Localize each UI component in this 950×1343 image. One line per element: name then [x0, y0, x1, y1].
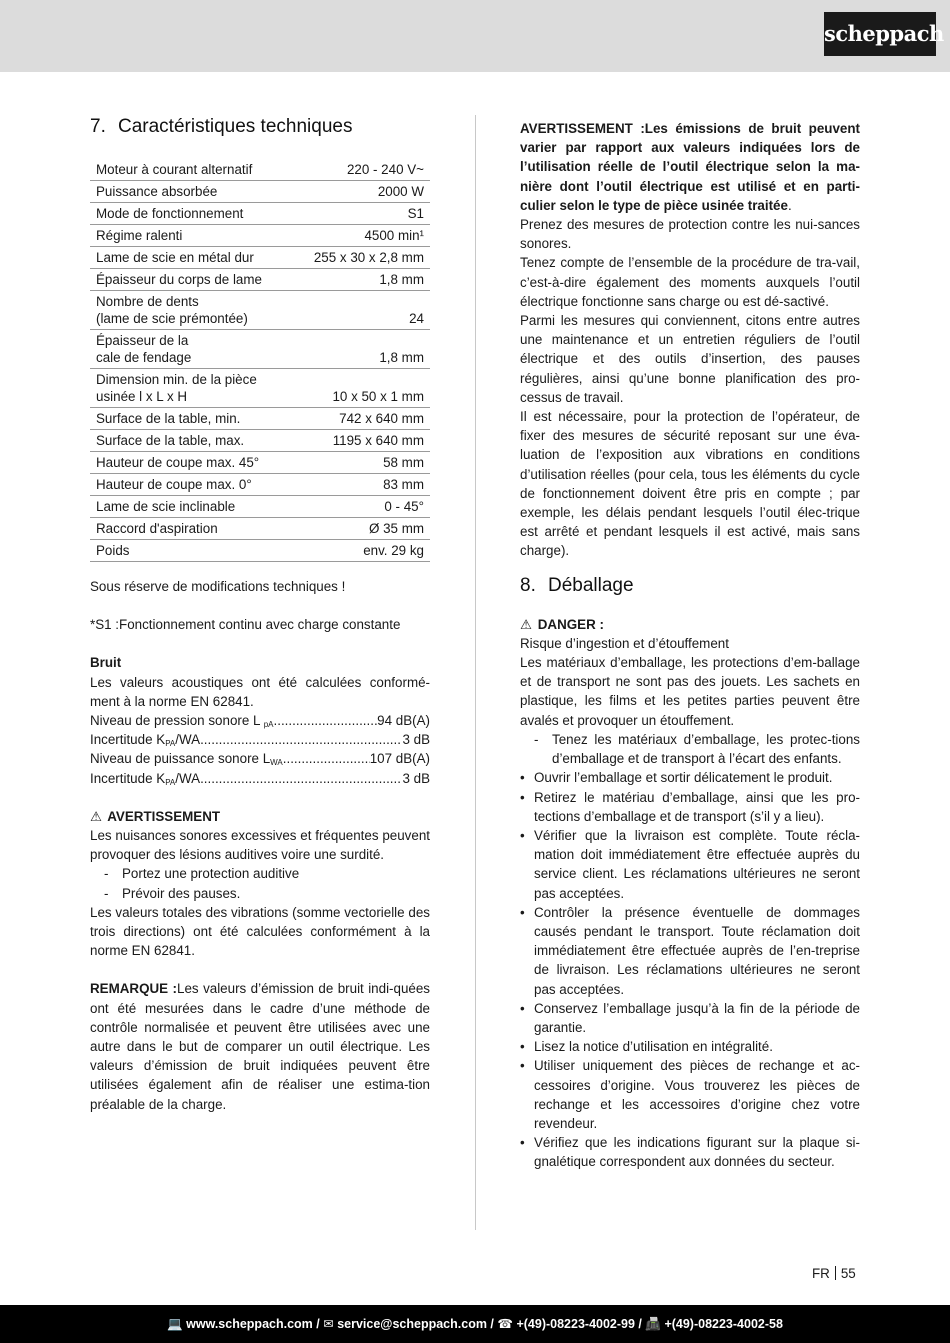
paragraph: Il est nécessaire, pour la protection de l’opérateur, de fixer des mesures de sécurité reposant sur une éva-luation de l’exposition aux vibrations en conditions d’utilisation réelles (pour cela, tous les éléments du cycle de fonctionnement doivent être pris en compte ; par exemple, les délais pendant lesquels l’outil élec-trique est arrêté et pendant lesquels il est activé, mais sans charge). — [520, 409, 860, 559]
spec-value: 83 mm — [292, 474, 430, 496]
spec-value: 2000 W — [292, 181, 430, 203]
fax-icon: 📠 — [645, 1317, 661, 1331]
noise-row: Niveau de puissance sonore $L_{WA}$ ..... 107 dB(A) — [90, 749, 430, 768]
computer-icon: 💻 — [167, 1317, 183, 1331]
spec-label: Hauteur de coupe max. 0° — [90, 474, 292, 496]
noise-title: Bruit — [90, 655, 122, 671]
spec-label: Épaisseur du corps de lame — [90, 269, 292, 291]
list-item: • Contrôler la présence éventuelle de dommages causés pendant le transport. Toute réclamation doit immédiatement être effectuée auprès de l’en-treprise de livraison. Les réclamations ultérieures ne seront pas acceptées. — [520, 903, 860, 999]
table-row — [90, 540, 430, 562]
reserve-note: Sous réserve de modifications techniques ! — [90, 579, 346, 594]
table-row — [90, 247, 430, 269]
phone-number: +(49)-08223-4002-99 / — [516, 1317, 642, 1331]
left-column — [90, 114, 430, 1114]
paragraph: Parmi les mesures qui conviennent, citons entre autres une maintenance et un entretien réguliers de l’outil électrique et des outils d’insertion, des pauses régulières, ainsi qu’une bonne planification des pro-cessus de travail. — [520, 313, 860, 405]
header-band — [0, 0, 950, 72]
warning-heading: ⚠ AVERTISSEMENT — [90, 807, 430, 826]
noise-row: Incertitude $K_{PA}/WA$ ..... 3 dB — [90, 730, 430, 749]
danger-icon: ⚠ — [520, 616, 533, 632]
spec-value: 742 x 640 mm — [292, 408, 430, 430]
phone-icon: ☎ — [497, 1317, 513, 1331]
noise-intro: Les valeurs acoustiques ont été calculées conformé-ment à la norme EN 62841. — [90, 674, 430, 709]
list-item: - Tenez les matériaux d’emballage, les protec-tions d’emballage et de transport à l’écart des enfants. — [534, 730, 860, 768]
noise-warning-bold: AVERTISSEMENT :Les émissions de bruit peuvent varier par rapport aux valeurs indiquées lors de l’utilisation réelle de l’outil électrique selon la ma-nière dont l’outil électrique est utilisé et en parti-culier selon le type de pièce usinée traitée. — [520, 121, 860, 213]
spec-label: Lame de scie en métal dur — [90, 247, 292, 269]
list-item: - Prévoir des pauses. — [104, 884, 430, 903]
specs-table — [90, 159, 430, 562]
list-item: • Vérifiez que les indications figurant sur la plaque si-gnalétique correspondent aux données du secteur. — [520, 1133, 860, 1171]
table-row — [90, 369, 430, 408]
page-number: FR 55 — [812, 1266, 856, 1281]
noise-values — [90, 711, 430, 788]
spec-label: Poids — [90, 540, 292, 562]
column-divider — [475, 115, 476, 1230]
remark-paragraph: REMARQUE :Les valeurs d’émission de bruit indi-quées ont été mesurées dans le cadre d’une méthode de contrôle normalisée et peuvent être utilisées avec une autre dans le but de comparer un outil électrique. Les valeurs d’émission de bruit indiquées peuvent être utilisées également afin de réaliser une estima-tion préalable de la charge. — [90, 981, 430, 1112]
spec-value: 1,8 mm — [292, 330, 430, 369]
spec-value: Ø 35 mm — [292, 518, 430, 540]
website-link[interactable]: www.scheppach.com / — [186, 1317, 320, 1331]
list-item: • Retirez le matériau d’emballage, ainsi que les pro-tections d’emballage et de transport (s’il y a lieu). — [520, 788, 860, 826]
spec-value: 1195 x 640 mm — [292, 430, 430, 452]
paragraph: Prenez des mesures de protection contre les nui-sances sonores. — [520, 217, 860, 252]
table-row — [90, 452, 430, 474]
section-7-title: 7. Caractéristiques techniques — [90, 116, 353, 137]
table-row — [90, 159, 430, 181]
danger-heading: ⚠ DANGER : — [520, 615, 860, 634]
mail-icon: ✉ — [323, 1317, 334, 1331]
list-item: • Utiliser uniquement des pièces de rechange et ac-cessoires d’origine. Vous trouverez les pièces de rechange et les accessoires d’origine chez votre revendeur. — [520, 1056, 860, 1133]
noise-row: Incertitude $K_{PA}/WA$ ..... 3 dB — [90, 769, 430, 788]
spec-label: Mode de fonctionnement — [90, 203, 292, 225]
brand-logo: scheppach — [824, 12, 936, 56]
spec-value: 24 — [292, 291, 430, 330]
spec-value: 255 x 30 x 2,8 mm — [292, 247, 430, 269]
spec-label: Raccord d'aspiration — [90, 518, 292, 540]
spec-value: 220 - 240 V~ — [292, 159, 430, 181]
list-item: • Conservez l’emballage jusqu’à la fin de la période de garantie. — [520, 999, 860, 1037]
danger-list — [520, 730, 860, 768]
spec-value: 0 - 45° — [292, 496, 430, 518]
table-row — [90, 330, 430, 369]
s1-note: *S1 :Fonctionnement continu avec charge constante — [90, 617, 401, 633]
spec-label: Dimension min. de la pièce usinée l x L x H — [90, 369, 292, 408]
warning-icon: ⚠ — [90, 808, 103, 824]
spec-value: 58 mm — [292, 452, 430, 474]
table-row — [90, 496, 430, 518]
table-row — [90, 291, 430, 330]
danger-text: Les matériaux d’emballage, les protections d’em-ballage et de transport ne sont pas des jouets. Les sachets en plastique, les films et les petites parties peuvent être avalés et provoquer un étouffement. — [520, 655, 860, 728]
section-8-title: 8. Déballage — [520, 574, 634, 596]
spec-label: Moteur à courant alternatif — [90, 159, 292, 181]
spec-label: Surface de la table, max. — [90, 430, 292, 452]
footer-bar — [0, 1305, 950, 1343]
spec-label: Nombre de dents (lame de scie prémontée) — [90, 291, 292, 330]
spec-value: 4500 min¹ — [292, 225, 430, 247]
table-row — [90, 203, 430, 225]
warning-text: Les nuisances sonores excessives et fréquentes peuvent provoquer des lésions auditives voire une surdité. — [90, 828, 430, 863]
unpacking-list — [520, 768, 860, 1171]
email-link[interactable]: service@scheppach.com / — [337, 1317, 494, 1331]
spec-value: S1 — [292, 203, 430, 225]
warning-list — [90, 864, 430, 902]
spec-label: Surface de la table, min. — [90, 408, 292, 430]
table-row — [90, 430, 430, 452]
spec-label: Épaisseur de la cale de fendage — [90, 330, 292, 369]
spec-label: Puissance absorbée — [90, 181, 292, 203]
table-row — [90, 269, 430, 291]
table-row — [90, 408, 430, 430]
danger-subtitle: Risque d’ingestion et d’étouffement — [520, 635, 729, 651]
table-row — [90, 181, 430, 203]
list-item: - Portez une protection auditive — [104, 864, 430, 883]
table-row — [90, 518, 430, 540]
list-item: • Lisez la notice d’utilisation en intégralité. — [520, 1037, 860, 1056]
noise-row: Niveau de pression sonore L $_{pA}$ ..... 94 dB(A) — [90, 711, 430, 730]
paragraph: Tenez compte de l’ensemble de la procédure de tra-vail, c’est-à-dire également des moments auxquels l’outil électrique fonctionne sans charge ou est dé-sactivé. — [520, 255, 860, 309]
fax-number: +(49)-08223-4002-58 — [664, 1317, 783, 1331]
list-item: • Vérifier que la livraison est complète. Toute récla-mation doit immédiatement être effectuée auprès du service client. Les réclamations ultérieures ne seront pas acceptées. — [520, 826, 860, 903]
right-column — [520, 119, 860, 1172]
spec-value: env. 29 kg — [292, 540, 430, 562]
table-row — [90, 225, 430, 247]
list-item: • Ouvrir l’emballage et sortir délicatement le produit. — [520, 768, 860, 787]
vibration-text: Les valeurs totales des vibrations (somme vectorielle des trois directions) ont été calculées conformément à la norme EN 62841. — [90, 904, 430, 959]
spec-value: 10 x 50 x 1 mm — [292, 369, 430, 408]
spec-label: Régime ralenti — [90, 225, 292, 247]
table-row — [90, 474, 430, 496]
spec-value: 1,8 mm — [292, 269, 430, 291]
spec-label: Lame de scie inclinable — [90, 496, 292, 518]
spec-label: Hauteur de coupe max. 45° — [90, 452, 292, 474]
